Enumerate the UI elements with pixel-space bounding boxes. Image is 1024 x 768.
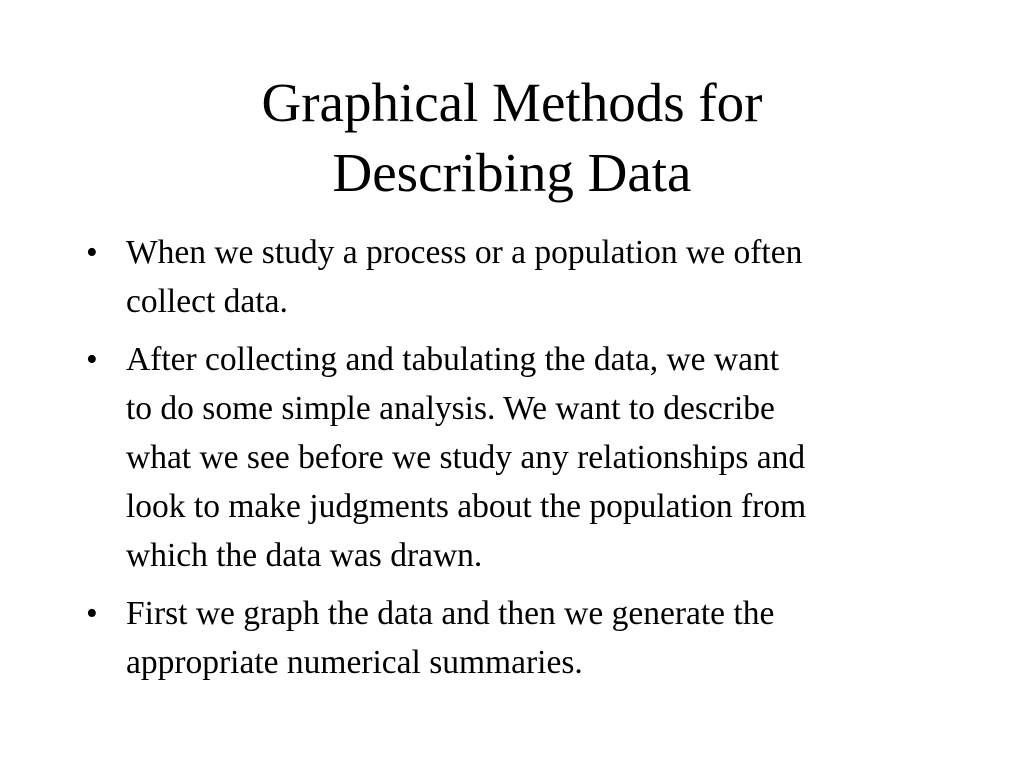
bullet-icon: • [86, 595, 98, 632]
bullet-2-line-3: what we see before we study any relationships and [126, 439, 806, 476]
bullet-3-line-2: appropriate numerical summaries. [126, 644, 583, 681]
slide-title-line-1: Graphical Methods for [261, 72, 763, 133]
bullet-item-3 [86, 589, 956, 687]
bullet-3-line-1: First we graph the data and then we generate the [126, 595, 775, 632]
slide-title [0, 68, 1024, 208]
bullet-item-2 [86, 335, 956, 580]
bullet-list [86, 228, 956, 696]
bullet-2-line-2: to do some simple analysis. We want to describe [126, 390, 775, 427]
bullet-item-1 [86, 228, 956, 326]
bullet-icon: • [86, 341, 98, 378]
bullet-2-line-5: which the data was drawn. [126, 537, 483, 574]
bullet-1-line-2: collect data. [126, 283, 288, 320]
slide-title-line-2: Describing Data [332, 142, 692, 203]
bullet-1-line-1: When we study a process or a population we often [126, 234, 803, 271]
bullet-2-line-1: After collecting and tabulating the data, we want [126, 341, 780, 378]
bullet-icon: • [86, 234, 98, 271]
bullet-2-line-4: look to make judgments about the population from [126, 488, 807, 525]
